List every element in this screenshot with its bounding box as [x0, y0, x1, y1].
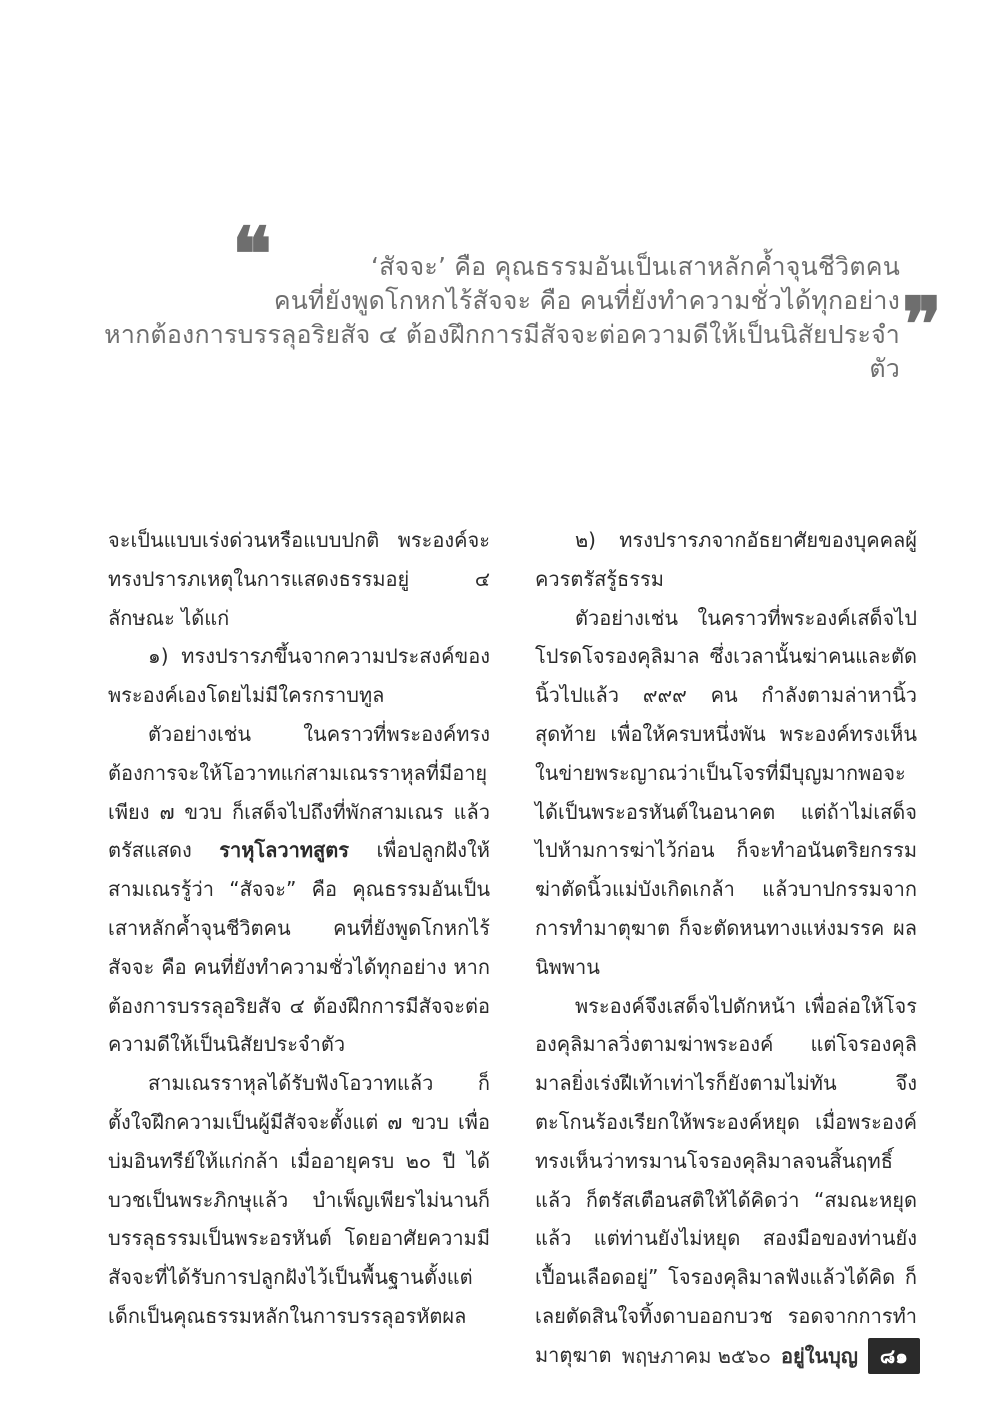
pull-quote-line: คนที่ยังพูดโกหกไร้สัจจะ คือ คนที่ยังทำความชั่วได้ทุกอย่าง: [273, 286, 900, 315]
page-footer: [622, 1341, 920, 1371]
pull-quote-text: [100, 250, 900, 386]
paragraph: พระองค์จึงเสด็จไปดักหน้า เพื่อล่อให้โจรองคุลิมาลวิ่งตามฆ่าพระองค์ แต่โจรองคุลิมาลยิ่งเร่งฝีเท้าเท่าไรก็ยังตามไม่ทัน จึงตะโกนร้องเรียกให้พระองค์หยุด เมื่อพระองค์ทรงเห็นว่าทรมานโจรองคุลิมาลจนสิ้นฤทธิ์แล้ว ก็ตรัสเตือนสติให้ได้คิดว่า “สมณะหยุดแล้ว แต่ท่านยังไม่หยุด สองมือของท่านยังเปื้อนเลือดอยู่” โจรองคุลิมาลฟังแล้วได้คิด ก็เลยตัดสินใจทิ้งดาบออกบวช รอดจากการทำมาตุฆาต: [535, 993, 917, 1367]
paragraph: ๑) ทรงปรารภขึ้นจากความประสงค์ของพระองค์เองโดยไม่มีใครกราบทูล: [108, 644, 490, 708]
pull-quote-line: ‘สัจจะ’ คือ คุณธรรมอันเป็นเสาหลักค้ำจุนชีวิตคน: [371, 252, 900, 281]
paragraph: สามเณรราหุลได้รับฟังโอวาทแล้ว ก็ตั้งใจฝึกความเป็นผู้มีสัจจะตั้งแต่ ๗ ขวบ เพื่อบ่มอินทรีย์ให้แก่กล้า เมื่ออายุครบ ๒๐ ปี ได้บวชเป็นพระภิกษุแล้ว บำเพ็ญเพียรไม่นานก็บรรลุธรรมเป็นพระอรหันต์ โดยอาศัยความมีสัจจะที่ได้รับการปลูกฝังไว้เป็นพื้นฐานตั้งแต่เด็กเป็นคุณธรรมหลักในการบรรลุอรหัตผล: [108, 1071, 490, 1328]
paragraph: ตัวอย่างเช่น ในคราวที่พระองค์เสด็จไปโปรดโจรองคุลิมาล ซึ่งเวลานั้นฆ่าคนและตัดนิ้วไปแล้ว ๙๙๙ คน กำลังตามล่าหานิ้วสุดท้าย เพื่อให้ครบหนึ่งพัน พระองค์ทรงเห็นในข่ายพระญาณว่าเป็นโจรที่มีบุญมากพอจะได้เป็นพระอรหันต์ในอนาคต แต่ถ้าไม่เสด็จไปห้ามการฆ่าไว้ก่อน ก็จะทำอนันตริยกรรม ฆ่าตัดนิ้วแม่บังเกิดเกล้า แล้วบาปกรรมจากการทำมาตุฆาต ก็จะตัดหนทางแห่งมรรค ผล นิพพาน: [535, 605, 917, 979]
sutta-name: ราหุโลวาทสูตร: [219, 838, 349, 863]
right-column: [535, 521, 917, 1375]
paragraph: ๒) ทรงปรารภจากอัธยาศัยของบุคคลผู้ควรตรัสรู้ธรรม: [535, 528, 917, 591]
issue-date: พฤษภาคม ๒๕๖๐: [621, 1344, 771, 1368]
close-quote-mark: ❞: [902, 282, 942, 368]
open-quote-mark: ❝: [232, 212, 272, 298]
publication-name: อยู่ในบุญ: [780, 1344, 858, 1368]
left-column: [108, 521, 490, 1336]
paragraph-text: เพื่อปลูกฝังให้สามเณรรู้ว่า “สัจจะ” คือ คุณธรรมอันเป็นเสาหลักค้ำจุนชีวิตคน คนที่ยังพูดโกหกไร้สัจจะ คือ คนที่ยังทำความชั่วได้ทุกอย่าง หากต้องการบรรลุอริยสัจ ๔ ต้องฝึกการมีสัจจะต่อความดีให้เป็นนิสัยประจำตัว: [108, 838, 490, 1057]
page-number: ๘๑: [868, 1338, 920, 1374]
paragraph: [108, 715, 490, 1064]
pull-quote-line: หากต้องการบรรลุอริยสัจ ๔ ต้องฝึกการมีสัจจะต่อความดีให้เป็นนิสัยประจำตัว: [104, 320, 900, 383]
pull-quote: [100, 212, 942, 383]
paragraph-text: ตัวอย่างเช่น ในคราวที่พระองค์ทรงต้องการจะให้โอวาทแก่สามเณรราหุลที่มีอายุเพียง ๗ ขวบ ก็เสด็จไปถึงที่พักสามเณร แล้วตรัสแสดง: [108, 721, 490, 863]
paragraph: จะเป็นแบบเร่งด่วนหรือแบบปกติ พระองค์จะทรงปรารภเหตุในการแสดงธรรมอยู่ ๔ ลักษณะ ได้แก่: [108, 528, 490, 630]
